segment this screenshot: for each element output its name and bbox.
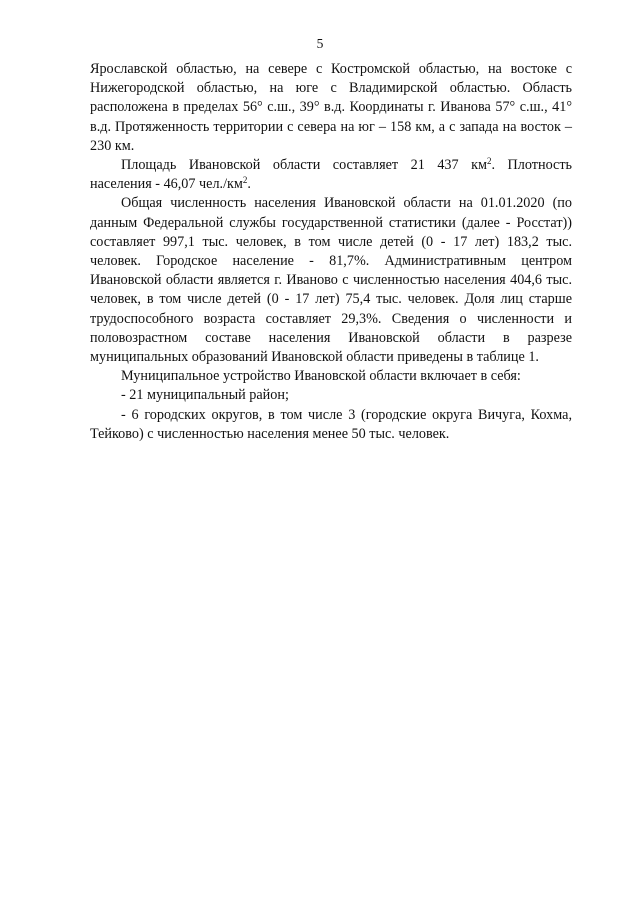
area-superscript: 2 [487,156,492,167]
paragraph-population: Общая численность населения Ивановской области на 01.01.2020 (по данным Федеральной службы государственной статистики (далее - Росстат)) составляет 997,1 тыс. человек, в том числе детей (0 - 17 лет) 183,2 тыс. человек. Городское население - 81,7%. Административным центром Ивановской области является г. Иваново с численностью населения 404,6 тыс. человек, в том числе детей (0 - 17 лет) 75,4 тыс. человек. Доля лиц старше трудоспособного возраста составляет 29,3%. Сведения о численности и половозрастном составе населения Ивановской области в разрезе муниципальных образований Ивановской области приведены в таблице 1. [90,195,572,366]
list-item-municipal-districts: - 21 муниципальный район; [121,387,289,404]
density-end: . [247,176,251,193]
paragraph-municipal-structure: Муниципальное устройство Ивановской области включает в себя: [121,368,521,385]
page-number: 5 [316,36,324,51]
density-text: . Плотность населения - 46,07 чел./км [90,157,572,193]
density-superscript: 2 [242,175,248,186]
area-text: Площадь Ивановской области составляет 21 437 км [121,157,487,174]
list-item-urban-districts: - 6 городских округов, в том числе 3 (городские округа Вичуга, Кохма, Тейково) с численностью населения менее 50 тыс. человек. [90,406,572,442]
document-body [90,60,572,444]
paragraph-area-density [90,156,572,194]
paragraph-borders-coordinates: Ярославской областью, на севере с Костромской областью, на востоке с Нижегородской областью, на юге с Владимирской областью. Область расположена в пределах 56° с.ш., 39° в.д. Координаты г. Иванова 57° с.ш., 41° в.д. Протяженность территории с севера на юг – 158 км, а с запада на восток – 230 км. [90,61,572,154]
